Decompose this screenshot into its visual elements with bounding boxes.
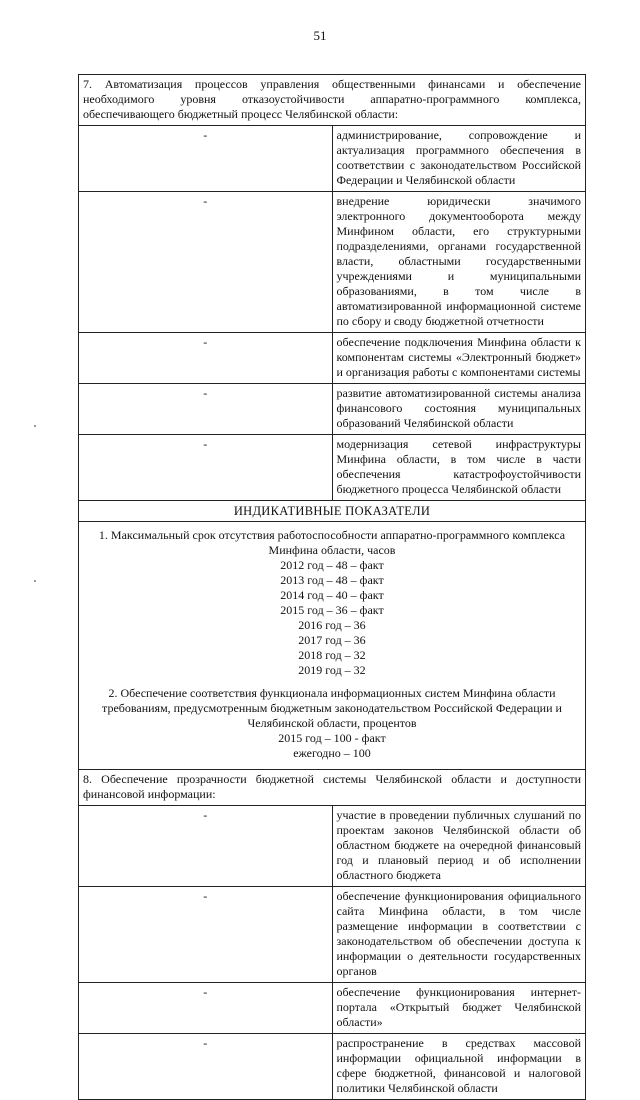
- section-7-item-row: [79, 192, 586, 333]
- section-8-item-row: [79, 806, 586, 887]
- item-dash: -: [79, 333, 333, 384]
- section-8-item-row: [79, 983, 586, 1034]
- section-7-item-row: [79, 384, 586, 435]
- indicator-1-values: [83, 558, 581, 678]
- section-8-item-2: обеспечение функционирования официального сайта Минфина области, в том числе размещение информации в соответствии с законодательством об обеспечении доступа к информации о деятельности государственных органов: [332, 887, 586, 983]
- indicator-value: 2015 год – 100 - факт: [278, 731, 386, 745]
- document-table: [78, 74, 586, 1100]
- indicator-2-title: 2. Обеспечение соответствия функционала информационных систем Минфина области требованиям, предусмотренным бюджетным законодательством Российской Федерации и Челябинской области, процентов: [102, 686, 562, 730]
- section-7-item-row: [79, 126, 586, 192]
- section-7-item-3: обеспечение подключения Минфина области к компонентам системы «Электронный бюджет» и организация работы с компонентами системы: [332, 333, 586, 384]
- item-dash: -: [79, 435, 333, 501]
- indicator-value: 2012 год – 48 – факт: [280, 558, 384, 572]
- indicator-1-title: 1. Максимальный срок отсутствия работоспособности аппаратно-программного комплекса Минфина области, часов: [98, 528, 566, 557]
- section-8-title: 8. Обеспечение прозрачности бюджетной системы Челябинской области и доступности финансовой информации:: [79, 770, 586, 806]
- indicator-value: 2019 год – 32: [298, 663, 366, 677]
- page-number: 51: [313, 28, 327, 43]
- indicators-header-row: [79, 501, 586, 522]
- item-dash: -: [79, 384, 333, 435]
- indicator-value: 2018 год – 32: [298, 648, 366, 662]
- section-8-item-3: обеспечение функционирования интернет-портала «Открытый бюджет Челябинской области»: [332, 983, 586, 1034]
- section-7-item-4: развитие автоматизированной системы анализа финансового состояния муниципальных образований Челябинской области: [332, 384, 586, 435]
- section-7-item-row: [79, 435, 586, 501]
- section-8-item-row: [79, 887, 586, 983]
- item-dash: -: [79, 1034, 333, 1100]
- section-8-item-4: распространение в средствах массовой информации официальной информации в сфере бюджетной, финансовой и налоговой политики Челябинской области: [332, 1034, 586, 1100]
- indicator-value: 2017 год – 36: [298, 633, 366, 647]
- section-7-item-5: модернизация сетевой инфраструктуры Минфина области, в том числе в части обеспечения катастрофоустойчивости бюджетного процесса Челябинской области: [332, 435, 586, 501]
- section-8-item-1: участие в проведении публичных слушаний по проектам законов Челябинской области об областном бюджете на очередной финансовый год и плановый период и об исполнении областного бюджета: [332, 806, 586, 887]
- section-7-item-1: администрирование, сопровождение и актуализация программного обеспечения в соответствии с законодательством Российской Федерации и Челябинской области: [332, 126, 586, 192]
- indicator-value: 2016 год – 36: [298, 618, 366, 632]
- section-8-header-row: [79, 770, 586, 806]
- item-dash: -: [79, 887, 333, 983]
- section-7-header-row: [79, 75, 586, 126]
- section-7-item-2: внедрение юридически значимого электронного документооборота между Минфином области, его структурными подразделениями, органами государственной власти, областными государственными учреждениями и муниципальными образованиями, в том числе в автоматизированной информационной системе по сбору и своду бюджетной отчетности: [332, 192, 586, 333]
- indicators-body-row: [79, 522, 586, 770]
- item-dash: -: [79, 126, 333, 192]
- item-dash: -: [79, 983, 333, 1034]
- indicator-value: 2013 год – 48 – факт: [280, 573, 384, 587]
- scan-speck: [34, 580, 36, 582]
- section-7-title: 7. Автоматизация процессов управления общественными финансами и обеспечение необходимого уровня отказоустойчивости аппаратно-программного комплекса, обеспечивающего бюджетный процесс Челябинской области:: [79, 75, 586, 126]
- indicator-value: 2015 год – 36 – факт: [280, 603, 384, 617]
- indicator-2-values: [83, 731, 581, 761]
- scan-speck: [34, 425, 36, 427]
- item-dash: -: [79, 806, 333, 887]
- section-8-item-row: [79, 1034, 586, 1100]
- indicators-title: ИНДИКАТИВНЫЕ ПОКАЗАТЕЛИ: [79, 501, 586, 522]
- indicator-value: ежегодно – 100: [293, 746, 371, 760]
- section-7-item-row: [79, 333, 586, 384]
- item-dash: -: [79, 192, 333, 333]
- indicators-cell: [79, 522, 586, 770]
- indicator-value: 2014 год – 40 – факт: [280, 588, 384, 602]
